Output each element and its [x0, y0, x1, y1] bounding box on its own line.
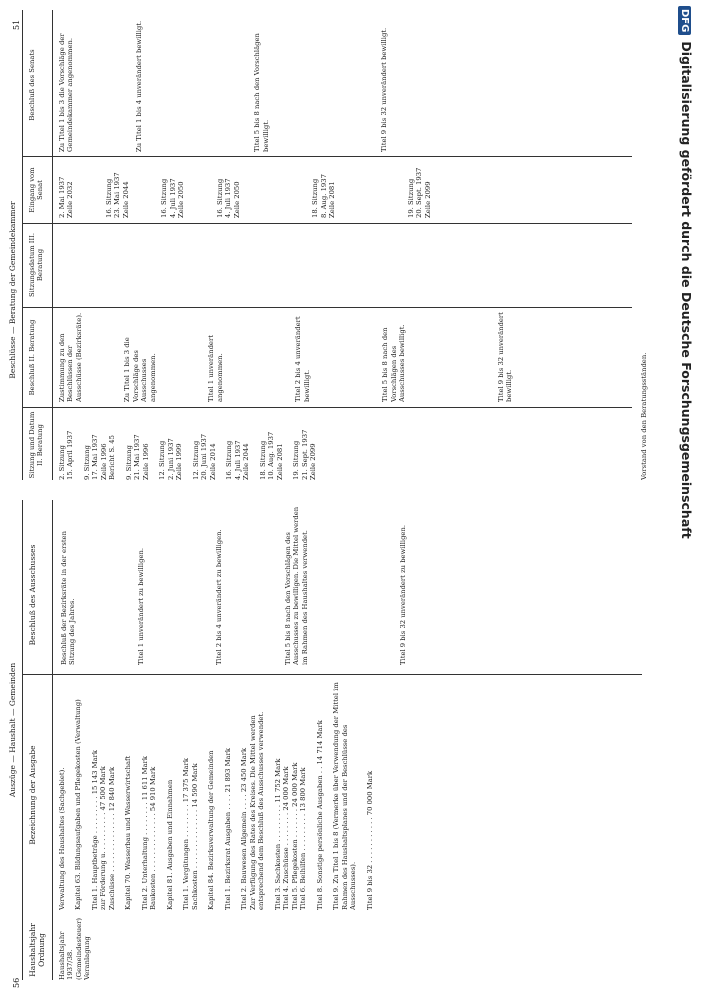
entry: Kapitel 70. Wasserbau und Wasserwirtschaft [124, 755, 133, 910]
right-header-senate-in: Eingang vom Senat [28, 167, 45, 213]
page-number-right: 51 [12, 19, 21, 30]
decision: Titel 9 bis 32 unverändert bewilligt. [496, 312, 514, 402]
session-entry: 18. Sitzung 10. Aug. 1937 Zeile 2081 [258, 431, 284, 480]
left-header-item: Bezeichnung der Ausgabe [28, 745, 37, 845]
entry: Titel 1. Bezirksrat Ausgaben . . . . 21 893 Mark [223, 748, 232, 910]
right-sessions [58, 408, 648, 480]
decision: Titel 1 unverändert angenommen. [207, 335, 224, 402]
session-entry: 2. Sitzung 15. April 1937 [58, 430, 75, 480]
entry: Kapitel 81. Ausgaben und Einnahmen [165, 779, 174, 910]
senate-entry: 19. Sitzung 20. Sept. 1937 Zeile 2099 [406, 167, 432, 218]
left-year-column: Haushaltsjahr 1937/38. (Gemeindesteuer) Veranlagung [58, 918, 92, 980]
decision: Zustimmung zu den Beschlüssen der Ausschüsse (Bezirksräte). [58, 312, 83, 402]
decision: Titel 1 unverändert zu bewilligen. [136, 547, 145, 665]
senate-decision: Titel 9 bis 32 unverändert bewilligt. [380, 27, 389, 152]
decision: Titel 5 bis 8 nach den Vorschlägen des Ausschusses zu bewilligen. Die Mittel werden im Rahmen des Haushaltes verwendet. [283, 506, 309, 665]
senate-entry: 16. Sitzung 4. Juli 1937 Zeile 2050 [215, 178, 241, 218]
right-header-rule [22, 10, 23, 480]
decision: Zu Titel 1 bis 3 die Vorschläge des Ausschusses angenommen. [123, 337, 157, 402]
decision: Titel 9 bis 32 unverändert zu bewilligen. [399, 525, 408, 665]
entry: Titel 8. Sonstige persönliche Ausgaben . . 14 714 Mark [315, 720, 324, 910]
senate-entry: 16. Sitzung 23. Mai 1937 Zeile 2044 [104, 172, 130, 218]
left-header-rule-2 [52, 500, 53, 980]
left-header-decision: Beschluß des Ausschusses [28, 544, 37, 646]
entry: Titel 3. Sachkosten . . . . . . . . . 11 752 Mark Titel 4. Zuschüsse . . . . . . . . 24 000 Mark Titel 5. Pflegekosten . . . . . . . 24 000 Mark Titel 6. Beihilfen . . . . . . . . . 13 800 Mark [273, 758, 308, 910]
right-divider-2 [22, 307, 632, 308]
session-entry: 16. Sitzung 4. Juli 1937 Zeile 2044 [225, 440, 251, 480]
dfg-watermark-text: Digitalisierung gefördert durch die Deutsche Forschungsgemeinschaft [679, 41, 694, 539]
dfg-logo: DFG [678, 6, 691, 35]
senate-entry: 16. Sitzung 4. Juli 1937 Zeile 2050 [160, 178, 186, 218]
senate-entry: 18. Sitzung 8. Aug. 1937 Zeile 2081 [311, 174, 337, 218]
left-header-rule [22, 500, 23, 980]
right-header-senate: Beschluß des Senats [28, 49, 36, 121]
decision: Titel 2 bis 4 unverändert bewilligt. [294, 316, 311, 402]
decision: Titel 5 bis 8 nach den Vorschlägen des Ausschusses bewilligt. [381, 324, 407, 402]
left-entries [58, 680, 658, 910]
session-entry: 9. Sitzung 21. Mai 1937 Zeile 1996 [124, 434, 150, 480]
session-entry: 19. Sitzung 21. Sept. 1937 Zeile 2099 [292, 429, 318, 480]
right-header-session-2: Sitzung und Datum II. Beratung [28, 411, 45, 479]
senate-decision: Titel 5 bis 8 nach den Vorschlägen bewilligt. [253, 33, 270, 152]
right-header-decision-2: Beschluß II. Beratung [28, 319, 36, 396]
entry: Titel 9. Zu Titel 1 bis 8 (Vermerke über Verwendung der Mittel im Rahmen des Haushaltsplanes und der Beschlüsse des Ausschusses). [332, 682, 358, 910]
left-header-year: Haushaltsjahr Ordnung [28, 923, 47, 977]
decision: Titel 2 bis 4 unverändert zu bewilligen. [215, 529, 224, 665]
entry: Titel 9 bis 32 . . . . . . . . . . . 70 000 Mark [365, 770, 374, 910]
left-running-title: Auszüge — Haushalt — Gemeinden [8, 662, 17, 798]
senate-decision: Zu Titel 1 bis 3 die Vorschläge der Gemeindekammer angenommen. [58, 33, 75, 152]
page-number-left: 56 [12, 977, 21, 988]
entry: Kapitel 84. Bezirksverwaltung der Gemeinden [207, 750, 216, 910]
right-senate-decisions [58, 17, 648, 152]
entry: Kapitel 63. Bildungsaufgaben und Pflegekosten (Verwaltung) [74, 699, 83, 910]
session-entry: 12. Sitzung 20. Juni 1937 Zeile 2014 [191, 433, 217, 480]
entry: Titel 2. Bauwesen Allgemein . . . . 23 450 Mark Zur Verfügung des Rates des Kreises. Die Mittel werden entsprechend dem Beschluß des Ausschusses verwendet. [240, 711, 266, 910]
senate-decision: Zu Titel 1 bis 4 unverändert bewilligt. [134, 20, 143, 152]
right-senate-in [58, 158, 648, 218]
right-divider-3 [22, 223, 632, 224]
entry: Titel 1. Vergütungen . . . . . . . . 17 375 Mark Sachkosten . . . . . . . . . . . . . . 14 590 Mark [182, 757, 199, 910]
right-footnote: Vorstand von den Beratungsständen. [640, 352, 648, 480]
entry: Titel 1. Hauptbeträge . . . . . . . . . 15 143 Mark zur Förderung u. . . . . . . . . . 47 500 Mark Zuschüsse . . . . . . . . . . . . . . 12 840 Mark [90, 749, 116, 910]
entry: Titel 2. Unterhaltung . . . . . . . . 11 611 Mark Baukosten . . . . . . . . . . . . . . 54 910 Mark [140, 755, 158, 910]
session-entry: 12. Sitzung 2. Juni 1937 Zeile 1999 [158, 438, 184, 480]
session-entry: 9. Sitzung 17. Mai 1937 Zeile 1996 Bericht S. 45 [82, 434, 117, 480]
decision: Beschluß der Bezirksräte in der ersten Sitzung des Jahres. [60, 531, 77, 665]
right-divider-4 [22, 156, 632, 157]
right-header-rule-2 [52, 10, 53, 480]
right-decisions [58, 310, 648, 402]
dfg-watermark [678, 6, 694, 539]
left-decisions [60, 505, 650, 665]
right-running-title: Beschlüsse — Beratung der Gemeindekammer [8, 201, 17, 379]
left-column-divider [22, 674, 642, 675]
senate-entry: 2. Mai 1937 Zeile 2032 [58, 176, 75, 218]
right-divider-1 [22, 407, 632, 408]
entry: Verwaltung des Haushaltes (Sachgebiet). [58, 767, 66, 910]
right-header-session-3: Sitzungsdatum III. Beratung [28, 232, 45, 298]
